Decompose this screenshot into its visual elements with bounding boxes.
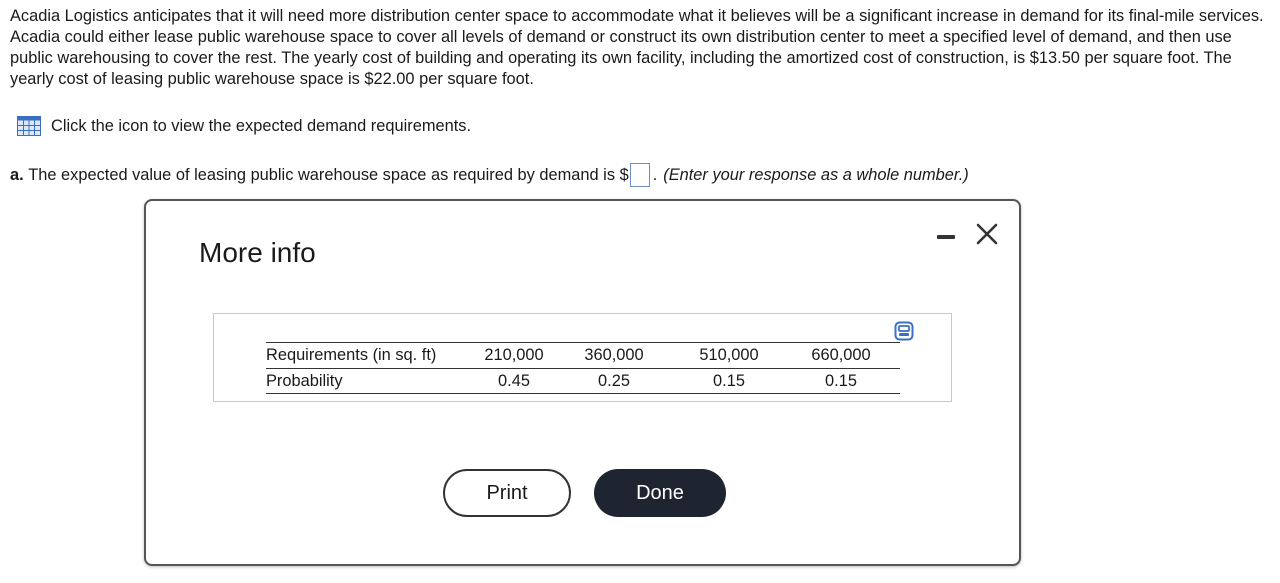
table-cell: 210,000 — [476, 343, 552, 369]
answer-input[interactable] — [630, 163, 650, 187]
requirements-table-frame — [213, 313, 952, 402]
hint-text: Click the icon to view the expected demand requirements. — [51, 116, 472, 135]
question-label: a. — [10, 165, 24, 184]
more-info-dialog — [144, 199, 1021, 566]
minimize-icon[interactable] — [928, 223, 958, 247]
table-cell: 0.15 — [676, 369, 782, 394]
table-cell: 660,000 — [782, 343, 900, 369]
question-text: The expected value of leasing public warehouse space as required by demand is $ — [28, 165, 629, 184]
table-row — [266, 343, 900, 369]
copy-icon[interactable] — [894, 321, 914, 341]
answer-instructions: (Enter your response as a whole number.) — [663, 165, 969, 184]
row-label: Probability — [266, 369, 476, 394]
table-cell: 0.45 — [476, 369, 552, 394]
table-grid-icon[interactable] — [17, 116, 41, 136]
table-cell: 0.15 — [782, 369, 900, 394]
table-row — [266, 369, 900, 394]
done-button[interactable]: Done — [594, 469, 726, 517]
row-label: Requirements (in sq. ft) — [266, 343, 476, 369]
table-cell: 360,000 — [552, 343, 676, 369]
question-period: . — [652, 165, 658, 184]
requirements-table — [266, 342, 900, 394]
problem-statement: Acadia Logistics anticipates that it will need more distribution center space to accommodate what it believes will be a significant increase in demand for its final-mile services. Acadia could either lease public warehouse space to cover all levels of demand or construct its own distribution center to meet a specified level of demand, and then use public warehousing to cover the rest. The yearly cost of building and operating its own facility, including the amortized cost of construction, is $13.50 per square foot. The yearly cost of leasing public warehouse space is $22.00 per square foot. — [10, 7, 1264, 88]
print-button[interactable]: Print — [443, 469, 571, 517]
table-cell: 0.25 — [552, 369, 676, 394]
table-cell: 510,000 — [676, 343, 782, 369]
question-a — [10, 161, 969, 189]
close-icon[interactable] — [972, 219, 1002, 249]
hint-row[interactable] — [17, 114, 471, 138]
dialog-title: More info — [199, 237, 316, 268]
